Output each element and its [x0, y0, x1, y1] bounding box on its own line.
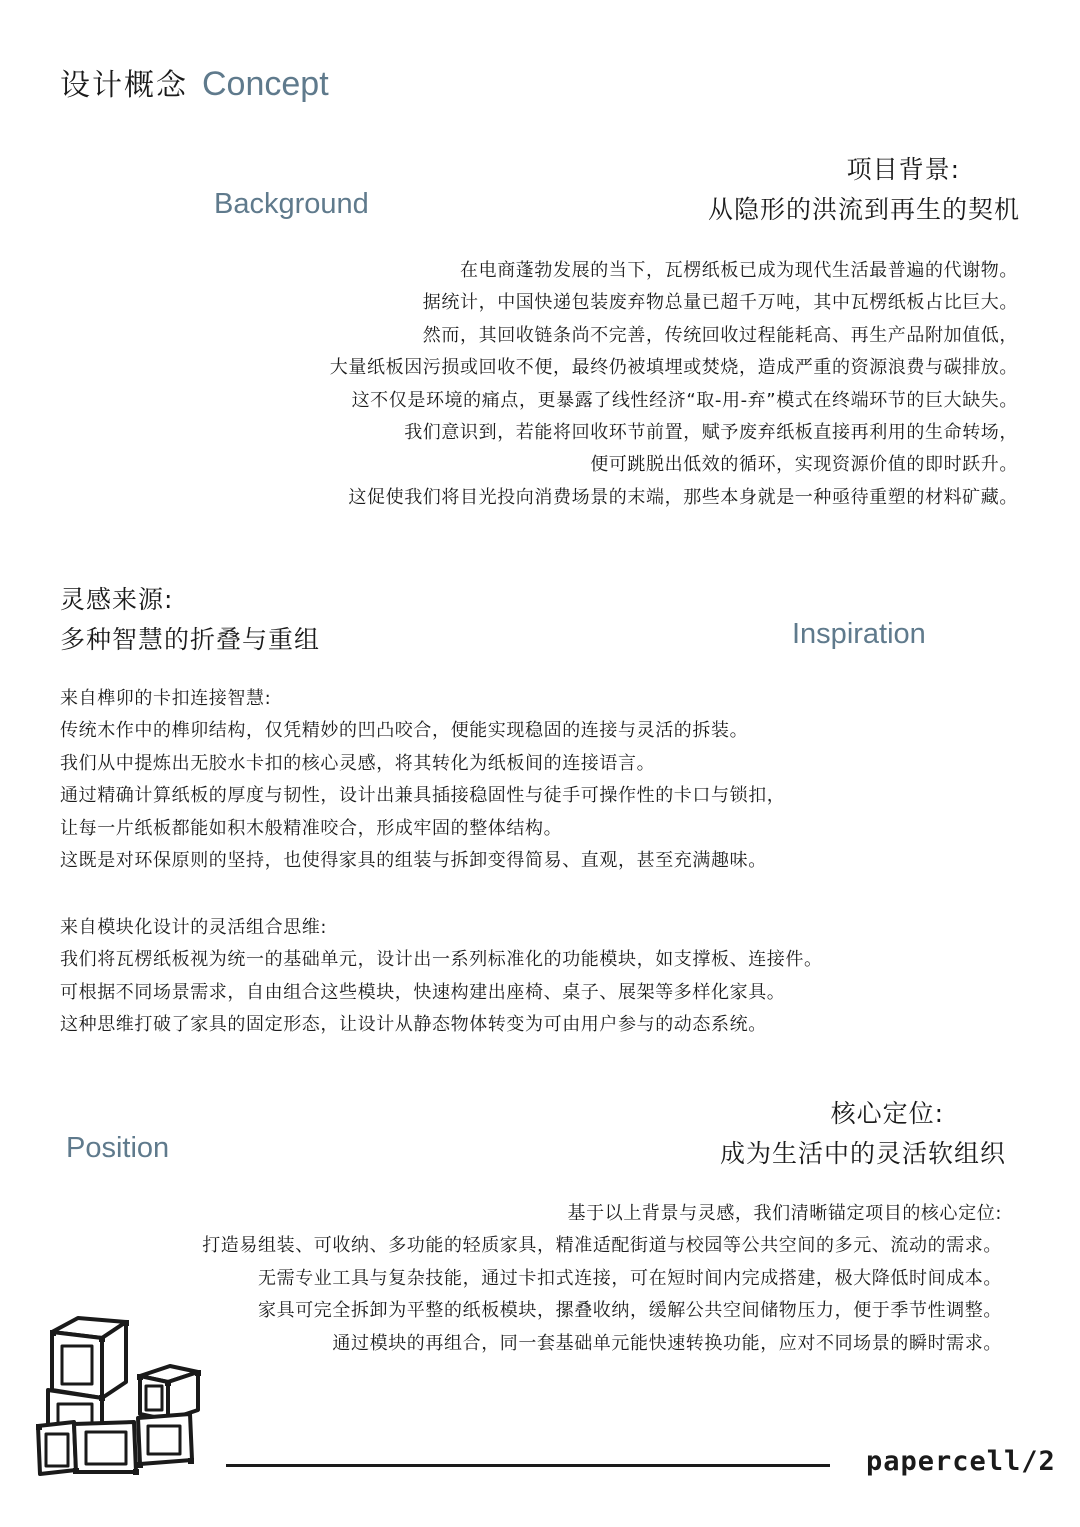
inspiration-block-2-line: 这种思维打破了家具的固定形态，让设计从静态物体转变为可由用户参与的动态系统。 — [60, 1014, 767, 1036]
inspiration-block-1-line: 让每一片纸板都能如积木般精准咬合，形成牢固的整体结构。 — [60, 817, 563, 839]
background-paragraph — [330, 255, 1018, 514]
inspiration-block-2-line: 来自模块化设计的灵活组合思维: — [60, 917, 328, 938]
inspiration-tag: Inspiration — [792, 618, 926, 650]
position-line: 家具可完全拆卸为平整的纸板模块，摞叠收纳，缓解公共空间储物压力，便于季节性调整。 — [258, 1300, 1002, 1322]
position-paragraph — [202, 1198, 1002, 1360]
background-line: 然而，其回收链条尚不完善，传统回收过程能耗高、再生产品附加值低， — [422, 324, 1018, 346]
inspiration-block-1-line: 我们从中提炼出无胶水卡扣的核心灵感，将其转化为纸板间的连接语言。 — [60, 752, 656, 774]
background-heading-line-1: 项目背景: — [846, 155, 960, 184]
inspiration-block-1-line: 来自榫卯的卡扣连接智慧: — [60, 688, 272, 709]
position-heading-line-2: 成为生活中的灵活软组织 — [719, 1139, 1006, 1168]
background-line: 这促使我们将目光投向消费场景的末端，那些本身就是一种亟待重塑的材料矿藏。 — [348, 486, 1018, 508]
inspiration-block-1-line: 这既是对环保原则的坚持，也使得家具的组装与拆卸变得简易、直观，甚至充满趣味。 — [60, 850, 767, 872]
background-line: 这不仅是环境的痛点，更暴露了线性经济“取-用-弃”模式在终端环节的巨大缺失。 — [351, 389, 1018, 411]
background-line: 在电商蓬勃发展的当下，瓦楞纸板已成为现代生活最普遍的代谢物。 — [460, 260, 1018, 281]
page-title-en: Concept — [202, 65, 329, 103]
inspiration-block-1-line: 传统木作中的榫卯结构，仅凭精妙的凹凸咬合，便能实现稳固的连接与灵活的拆装。 — [60, 720, 749, 742]
position-heading — [720, 1094, 1006, 1174]
inspiration-block-2 — [60, 912, 823, 1042]
background-line: 大量纸板因污损或回收不便，最终仍被填埋或焚烧，造成严重的资源浪费与碳排放。 — [329, 357, 1018, 379]
position-tag: Position — [66, 1132, 170, 1164]
position-line: 通过模块的再组合，同一套基础单元能快速转换功能，应对不同场景的瞬时需求。 — [332, 1332, 1002, 1354]
modular-cubes-illustration — [30, 1310, 210, 1480]
page-title — [60, 60, 329, 104]
background-line: 便可跳脱出低效的循环，实现资源价值的即时跃升。 — [590, 454, 1018, 476]
background-heading — [708, 150, 1020, 230]
inspiration-heading-line-1: 灵感来源: — [60, 585, 174, 614]
footer-brand: papercell/2 — [866, 1446, 1056, 1477]
inspiration-block-1-line: 通过精确计算纸板的厚度与韧性，设计出兼具插接稳固性与徒手可操作性的卡口与锁扣， — [60, 785, 786, 807]
inspiration-heading-line-2: 多种智慧的折叠与重组 — [60, 625, 321, 654]
position-line: 打造易组装、可收纳、多功能的轻质家具，精准适配街道与校园等公共空间的多元、流动的需求。 — [202, 1235, 1002, 1257]
background-line: 据统计，中国快递包装废弃物总量已超千万吨，其中瓦楞纸板占比巨大。 — [422, 292, 1018, 314]
inspiration-block-1 — [60, 683, 785, 877]
footer-divider — [226, 1464, 830, 1467]
position-line: 无需专业工具与复杂技能，通过卡扣式连接，可在短时间内完成搭建，极大降低时间成本。 — [258, 1267, 1002, 1289]
position-heading-line-1: 核心定位: — [830, 1099, 944, 1128]
inspiration-block-2-line: 可根据不同场景需求，自由组合这些模块，快速构建出座椅、桌子、展架等多样化家具。 — [60, 981, 786, 1003]
inspiration-heading — [60, 580, 320, 660]
background-tag: Background — [214, 188, 369, 220]
inspiration-block-2-line: 我们将瓦楞纸板视为统一的基础单元，设计出一系列标准化的功能模块，如支撑板、连接件。 — [60, 949, 823, 971]
position-line: 基于以上背景与灵感，我们清晰锚定项目的核心定位: — [567, 1203, 1002, 1224]
page-title-cn: 设计概念 — [60, 68, 188, 103]
background-heading-line-2: 从隐形的洪流到再生的契机 — [707, 195, 1020, 224]
background-line: 我们意识到，若能将回收环节前置，赋予废弃纸板直接再利用的生命转场， — [404, 422, 1018, 444]
